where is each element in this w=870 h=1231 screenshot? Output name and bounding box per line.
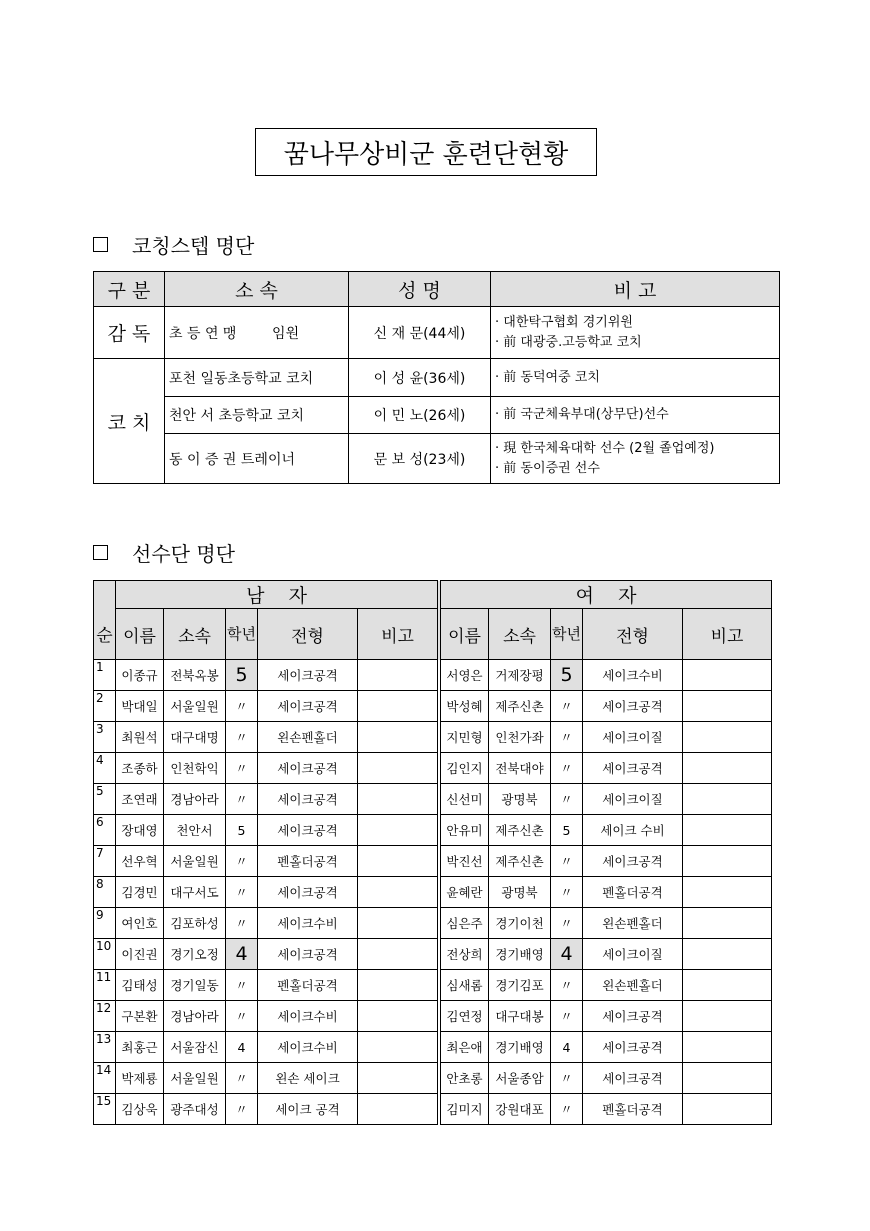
female-name: 신선미	[441, 784, 489, 815]
note-line: · 現 한국체육대학 선수 (2월 졸업예정)	[495, 440, 715, 456]
female-style: 왼손펜홀더	[583, 908, 683, 939]
female-affiliation: 대구대봉	[489, 1001, 551, 1032]
female-name: 최은애	[441, 1032, 489, 1063]
female-name: 심새롬	[441, 970, 489, 1001]
female-grade: 〃	[551, 753, 583, 784]
coach-row	[94, 359, 780, 397]
male-grade: 4	[226, 939, 258, 970]
female-note	[683, 846, 772, 877]
female-grade: 〃	[551, 1063, 583, 1094]
female-note	[683, 1094, 772, 1125]
female-name: 김인지	[441, 753, 489, 784]
coach-affiliation: 포천 일동초등학교 코치	[165, 359, 349, 397]
coach-table	[93, 271, 780, 484]
male-affiliation: 경기오정	[164, 939, 226, 970]
player-row	[94, 815, 772, 846]
male-style: 세이크수비	[258, 908, 358, 939]
female-grade: 4	[551, 1032, 583, 1063]
note-line: · 대한탁구협회 경기위원	[495, 314, 633, 330]
player-row	[94, 1001, 772, 1032]
row-number: 10	[94, 939, 116, 970]
male-affiliation: 경기일동	[164, 970, 226, 1001]
female-note	[683, 1063, 772, 1094]
male-affiliation: 김포하성	[164, 908, 226, 939]
female-note	[683, 660, 772, 691]
male-grade: 5	[226, 660, 258, 691]
note-line: · 前 국군체육부대(상무단)선수	[495, 407, 669, 422]
female-name: 지민형	[441, 722, 489, 753]
coach-row	[94, 397, 780, 434]
male-name: 이진권	[116, 939, 164, 970]
row-number: 9	[94, 908, 116, 939]
player-table	[93, 580, 772, 1125]
female-note	[683, 815, 772, 846]
female-style: 펜홀더공격	[583, 1094, 683, 1125]
gender-header-row	[94, 581, 772, 609]
player-row	[94, 1032, 772, 1063]
female-name: 박성혜	[441, 691, 489, 722]
player-row	[94, 784, 772, 815]
female-affiliation: 전북대야	[489, 753, 551, 784]
male-grade: 〃	[226, 908, 258, 939]
male-grade: 〃	[226, 753, 258, 784]
male-name: 최원석	[116, 722, 164, 753]
female-style: 세이크공격	[583, 1001, 683, 1032]
player-section-heading-text: 선수단 명단	[132, 542, 235, 566]
coach-name: 이 성 윤(36세)	[349, 359, 491, 397]
player-row	[94, 908, 772, 939]
coach-table-header	[94, 272, 780, 307]
male-style: 세이크공격	[258, 691, 358, 722]
female-affiliation: 경기김포	[489, 970, 551, 1001]
female-style: 세이크이질	[583, 939, 683, 970]
male-note	[358, 877, 438, 908]
female-affiliation: 서울종암	[489, 1063, 551, 1094]
female-name: 심은주	[441, 908, 489, 939]
coach-name: 문 보 성(23세)	[349, 434, 491, 484]
male-grade: 〃	[226, 1063, 258, 1094]
header-male-name: 이름	[116, 609, 164, 660]
female-style: 세이크공격	[583, 691, 683, 722]
coach-affiliation: 천안 서 초등학교 코치	[165, 397, 349, 434]
female-affiliation: 인천가좌	[489, 722, 551, 753]
male-style: 세이크공격	[258, 815, 358, 846]
male-affiliation: 경남아라	[164, 784, 226, 815]
male-note	[358, 908, 438, 939]
row-number: 7	[94, 846, 116, 877]
row-number: 8	[94, 877, 116, 908]
male-name: 여인호	[116, 908, 164, 939]
male-name: 선우혁	[116, 846, 164, 877]
female-name: 윤혜란	[441, 877, 489, 908]
row-number: 15	[94, 1094, 116, 1125]
male-style: 왼손 세이크	[258, 1063, 358, 1094]
female-affiliation: 강원대포	[489, 1094, 551, 1125]
male-note	[358, 691, 438, 722]
male-style: 세이크수비	[258, 1001, 358, 1032]
female-affiliation: 경기배영	[489, 1032, 551, 1063]
female-name: 안초롱	[441, 1063, 489, 1094]
female-grade: 〃	[551, 1001, 583, 1032]
player-row	[94, 1063, 772, 1094]
male-affiliation: 서울일원	[164, 846, 226, 877]
coach-category: 코 치	[94, 359, 165, 484]
female-note	[683, 908, 772, 939]
male-note	[358, 815, 438, 846]
header-male-grade: 학년	[226, 609, 258, 660]
header-affiliation: 소 속	[165, 272, 349, 307]
male-grade: 〃	[226, 877, 258, 908]
coach-row	[94, 434, 780, 484]
female-grade: 〃	[551, 908, 583, 939]
row-number: 4	[94, 753, 116, 784]
header-female-grade: 학년	[551, 609, 583, 660]
male-grade: 〃	[226, 846, 258, 877]
male-note	[358, 722, 438, 753]
document-title: 꿈나무상비군 훈련단현황	[255, 128, 597, 176]
director-name: 신 재 문(44세)	[349, 307, 491, 359]
male-note	[358, 939, 438, 970]
male-style: 펜홀더공격	[258, 846, 358, 877]
header-category: 구 분	[94, 272, 165, 307]
female-style: 세이크공격	[583, 846, 683, 877]
male-note	[358, 1094, 438, 1125]
director-row	[94, 307, 780, 359]
female-style: 세이크이질	[583, 784, 683, 815]
checkbox-square-icon	[93, 237, 108, 252]
male-affiliation: 광주대성	[164, 1094, 226, 1125]
female-name: 안유미	[441, 815, 489, 846]
note-line: · 前 동이증권 선수	[495, 460, 600, 476]
male-affiliation: 대구서도	[164, 877, 226, 908]
male-grade: 〃	[226, 784, 258, 815]
male-name: 조종하	[116, 753, 164, 784]
male-grade: 4	[226, 1032, 258, 1063]
male-affiliation: 인천학익	[164, 753, 226, 784]
female-grade: 〃	[551, 691, 583, 722]
male-name: 박제룡	[116, 1063, 164, 1094]
player-row	[94, 939, 772, 970]
male-affiliation: 경남아라	[164, 1001, 226, 1032]
header-male-note: 비고	[358, 609, 438, 660]
male-name: 김경민	[116, 877, 164, 908]
female-style: 세이크공격	[583, 1032, 683, 1063]
row-number: 3	[94, 722, 116, 753]
female-grade: 〃	[551, 722, 583, 753]
male-affiliation: 서울일원	[164, 1063, 226, 1094]
female-name: 전상희	[441, 939, 489, 970]
coach-notes	[491, 434, 780, 484]
male-name: 장대영	[116, 815, 164, 846]
male-grade: 5	[226, 815, 258, 846]
male-name: 이종규	[116, 660, 164, 691]
header-blank	[94, 581, 116, 609]
director-category: 감 독	[94, 307, 165, 359]
female-style: 세이크 수비	[583, 815, 683, 846]
female-note	[683, 1032, 772, 1063]
male-affiliation: 전북옥봉	[164, 660, 226, 691]
player-row	[94, 753, 772, 784]
row-number: 11	[94, 970, 116, 1001]
male-grade: 〃	[226, 722, 258, 753]
female-note	[683, 1001, 772, 1032]
row-number: 12	[94, 1001, 116, 1032]
header-female-aff: 소속	[489, 609, 551, 660]
row-number: 13	[94, 1032, 116, 1063]
coach-notes	[491, 397, 780, 434]
female-style: 펜홀더공격	[583, 877, 683, 908]
male-name: 박대일	[116, 691, 164, 722]
male-grade: 〃	[226, 691, 258, 722]
male-name: 구본환	[116, 1001, 164, 1032]
male-note	[358, 1063, 438, 1094]
male-grade: 〃	[226, 1094, 258, 1125]
male-style: 펜홀더공격	[258, 970, 358, 1001]
female-affiliation: 제주신촌	[489, 691, 551, 722]
header-female-style: 전형	[583, 609, 683, 660]
director-notes	[491, 307, 780, 359]
male-grade: 〃	[226, 970, 258, 1001]
header-male-aff: 소속	[164, 609, 226, 660]
coach-affiliation: 동 이 증 권 트레이너	[165, 434, 349, 484]
female-name: 박진선	[441, 846, 489, 877]
coach-section-heading-text: 코칭스텝 명단	[132, 234, 255, 258]
male-name: 최홍근	[116, 1032, 164, 1063]
male-affiliation: 천안서	[164, 815, 226, 846]
female-style: 왼손펜홀더	[583, 970, 683, 1001]
header-female-note: 비고	[683, 609, 772, 660]
header-notes: 비 고	[491, 272, 780, 307]
player-row	[94, 846, 772, 877]
male-name: 조연래	[116, 784, 164, 815]
director-affiliation: 초 등 연 맹 임원	[165, 307, 349, 359]
column-header-row	[94, 609, 772, 660]
header-female-name: 이름	[441, 609, 489, 660]
male-style: 세이크 공격	[258, 1094, 358, 1125]
male-affiliation: 서울일원	[164, 691, 226, 722]
header-male-style: 전형	[258, 609, 358, 660]
female-note	[683, 877, 772, 908]
female-note	[683, 970, 772, 1001]
player-row	[94, 722, 772, 753]
female-grade: 〃	[551, 877, 583, 908]
player-row	[94, 877, 772, 908]
female-grade: 〃	[551, 846, 583, 877]
coach-notes	[491, 359, 780, 397]
checkbox-square-icon	[93, 545, 108, 560]
female-style: 세이크공격	[583, 1063, 683, 1094]
male-note	[358, 1032, 438, 1063]
female-grade: 5	[551, 660, 583, 691]
male-note	[358, 784, 438, 815]
female-grade: 〃	[551, 1094, 583, 1125]
female-affiliation: 거제장평	[489, 660, 551, 691]
female-note	[683, 753, 772, 784]
player-row	[94, 970, 772, 1001]
male-style: 세이크수비	[258, 1032, 358, 1063]
female-affiliation: 경기이천	[489, 908, 551, 939]
row-number: 6	[94, 815, 116, 846]
female-grade: 5	[551, 815, 583, 846]
header-no: 순	[94, 609, 116, 660]
male-style: 세이크공격	[258, 939, 358, 970]
female-affiliation: 제주신촌	[489, 815, 551, 846]
female-name: 김미지	[441, 1094, 489, 1125]
female-affiliation: 광명북	[489, 877, 551, 908]
male-affiliation: 대구대명	[164, 722, 226, 753]
female-affiliation: 광명북	[489, 784, 551, 815]
male-name: 김상욱	[116, 1094, 164, 1125]
male-style: 세이크공격	[258, 877, 358, 908]
female-grade: 〃	[551, 970, 583, 1001]
male-note	[358, 1001, 438, 1032]
female-name: 서영은	[441, 660, 489, 691]
female-style: 세이크공격	[583, 753, 683, 784]
female-style: 세이크이질	[583, 722, 683, 753]
coach-name: 이 민 노(26세)	[349, 397, 491, 434]
row-number: 2	[94, 691, 116, 722]
male-style: 왼손펜홀더	[258, 722, 358, 753]
male-note	[358, 846, 438, 877]
female-affiliation: 제주신촌	[489, 846, 551, 877]
male-header: 남 자	[116, 581, 438, 609]
player-row	[94, 660, 772, 691]
header-name: 성 명	[349, 272, 491, 307]
female-affiliation: 경기배영	[489, 939, 551, 970]
female-grade: 〃	[551, 784, 583, 815]
male-note	[358, 660, 438, 691]
male-note	[358, 753, 438, 784]
row-number: 1	[94, 660, 116, 691]
male-grade: 〃	[226, 1001, 258, 1032]
row-number: 5	[94, 784, 116, 815]
row-number: 14	[94, 1063, 116, 1094]
male-name: 김태성	[116, 970, 164, 1001]
male-style: 세이크공격	[258, 753, 358, 784]
male-style: 세이크공격	[258, 660, 358, 691]
note-line: · 前 대광중.고등학교 코치	[495, 334, 642, 350]
player-section-heading	[93, 538, 235, 567]
male-style: 세이크공격	[258, 784, 358, 815]
female-header: 여 자	[441, 581, 772, 609]
female-grade: 4	[551, 939, 583, 970]
note-line: · 前 동덕여중 코치	[495, 369, 600, 385]
player-row	[94, 1094, 772, 1125]
male-affiliation: 서울잠신	[164, 1032, 226, 1063]
coach-section-heading	[93, 230, 254, 259]
female-note	[683, 784, 772, 815]
female-name: 김연정	[441, 1001, 489, 1032]
male-note	[358, 970, 438, 1001]
female-note	[683, 691, 772, 722]
female-note	[683, 722, 772, 753]
player-row	[94, 691, 772, 722]
female-note	[683, 939, 772, 970]
female-style: 세이크수비	[583, 660, 683, 691]
